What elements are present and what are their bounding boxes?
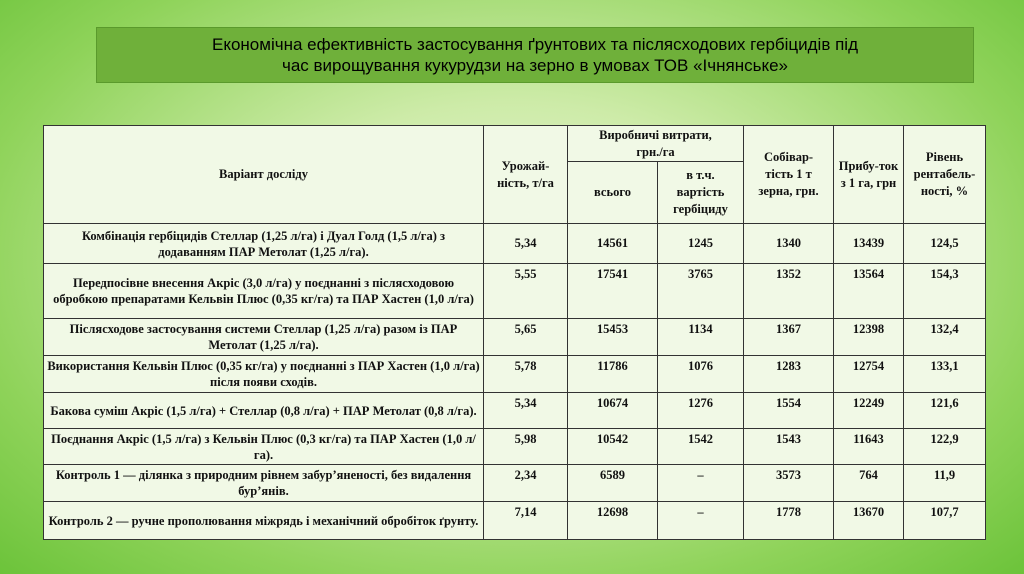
cell-profitability: 11,9 [904, 465, 986, 502]
cell-yield: 5,55 [484, 264, 568, 319]
cell-yield: 5,65 [484, 319, 568, 356]
cell-variant: Передпосівне внесення Акріс (3,0 л/га) у поєднанні з післясходовою обробкою препаратами Кельвін Плюс (0,35 кг/га) та ПАР Хастен (1,0 л/га) [44, 264, 484, 319]
cell-profit: 13670 [834, 502, 904, 540]
cell-yield: 5,34 [484, 393, 568, 429]
cell-variant: Поєднання Акріс (1,5 л/га) з Кельвін Плюс (0,3 кг/га) та ПАР Хастен (1,0 л/га). [44, 429, 484, 465]
cell-total: 10542 [568, 429, 658, 465]
cell-variant: Бакова суміш Акріс (1,5 л/га) + Стеллар (0,8 л/га) + ПАР Метолат (0,8 л/га). [44, 393, 484, 429]
header-cost-price: Собівар-тість 1 т зерна, грн. [744, 126, 834, 224]
cell-cost-price: 1554 [744, 393, 834, 429]
results-table-container [43, 125, 985, 540]
cell-variant: Контроль 2 — ручне прополювання міжрядь і механічний обробіток ґрунту. [44, 502, 484, 540]
header-costs-total: всього [568, 162, 658, 224]
cell-total: 10674 [568, 393, 658, 429]
table-row [44, 502, 986, 540]
cell-profitability: 122,9 [904, 429, 986, 465]
table-row [44, 319, 986, 356]
cell-profit: 13439 [834, 224, 904, 264]
cell-variant: Комбінація гербіцидів Стеллар (1,25 л/га) і Дуал Голд (1,5 л/га) з додаванням ПАР Метолат (1,25 л/га). [44, 224, 484, 264]
cell-profit: 12249 [834, 393, 904, 429]
cell-profitability: 154,3 [904, 264, 986, 319]
cell-herbicide: 1542 [658, 429, 744, 465]
cell-profitability: 121,6 [904, 393, 986, 429]
cell-variant: Використання Кельвін Плюс (0,35 кг/га) у поєднанні з ПАР Хастен (1,0 л/га) після появи сходів. [44, 356, 484, 393]
header-profitability: Рівень рентабель-ності, % [904, 126, 986, 224]
cell-herbicide: 3765 [658, 264, 744, 319]
cell-herbicide: – [658, 502, 744, 540]
table-row [44, 264, 986, 319]
cell-profitability: 132,4 [904, 319, 986, 356]
cell-total: 6589 [568, 465, 658, 502]
results-table [43, 125, 986, 540]
cell-profit: 13564 [834, 264, 904, 319]
header-costs: Виробничі витрати, грн./га [568, 126, 744, 162]
table-row [44, 356, 986, 393]
slide-title-line-2: час вирощування кукурудзи на зерно в умовах ТОВ «Ічнянське» [281, 56, 789, 75]
table-row [44, 393, 986, 429]
cell-profitability: 124,5 [904, 224, 986, 264]
header-costs-herbicide: в т.ч. вартість гербіциду [658, 162, 744, 224]
cell-total: 17541 [568, 264, 658, 319]
cell-profitability: 133,1 [904, 356, 986, 393]
cell-yield: 5,34 [484, 224, 568, 264]
cell-herbicide: – [658, 465, 744, 502]
slide-title-line-1: Економічна ефективність застосування ґрунтових та післясходових гербіцидів під [212, 35, 858, 54]
cell-profitability: 107,7 [904, 502, 986, 540]
header-yield: Урожай-ність, т/га [484, 126, 568, 224]
cell-cost-price: 1778 [744, 502, 834, 540]
cell-profit: 11643 [834, 429, 904, 465]
cell-variant: Післясходове застосування системи Стеллар (1,25 л/га) разом із ПАР Метолат (1,25 л/га). [44, 319, 484, 356]
cell-cost-price: 1352 [744, 264, 834, 319]
cell-total: 14561 [568, 224, 658, 264]
cell-herbicide: 1134 [658, 319, 744, 356]
cell-yield: 5,98 [484, 429, 568, 465]
cell-variant: Контроль 1 — ділянка з природним рівнем забур’яненості, без видалення бур’янів. [44, 465, 484, 502]
cell-cost-price: 1367 [744, 319, 834, 356]
cell-yield: 5,78 [484, 356, 568, 393]
cell-yield: 2,34 [484, 465, 568, 502]
cell-cost-price: 1543 [744, 429, 834, 465]
cell-cost-price: 3573 [744, 465, 834, 502]
slide-title [96, 27, 974, 83]
table-row [44, 224, 986, 264]
cell-cost-price: 1340 [744, 224, 834, 264]
cell-total: 11786 [568, 356, 658, 393]
cell-herbicide: 1076 [658, 356, 744, 393]
cell-total: 15453 [568, 319, 658, 356]
cell-profit: 12754 [834, 356, 904, 393]
cell-profit: 12398 [834, 319, 904, 356]
cell-total: 12698 [568, 502, 658, 540]
cell-profit: 764 [834, 465, 904, 502]
cell-herbicide: 1245 [658, 224, 744, 264]
cell-herbicide: 1276 [658, 393, 744, 429]
header-variant: Варіант досліду [44, 126, 484, 224]
table-row [44, 465, 986, 502]
cell-yield: 7,14 [484, 502, 568, 540]
cell-cost-price: 1283 [744, 356, 834, 393]
header-profit: Прибу-ток з 1 га, грн [834, 126, 904, 224]
table-row [44, 429, 986, 465]
